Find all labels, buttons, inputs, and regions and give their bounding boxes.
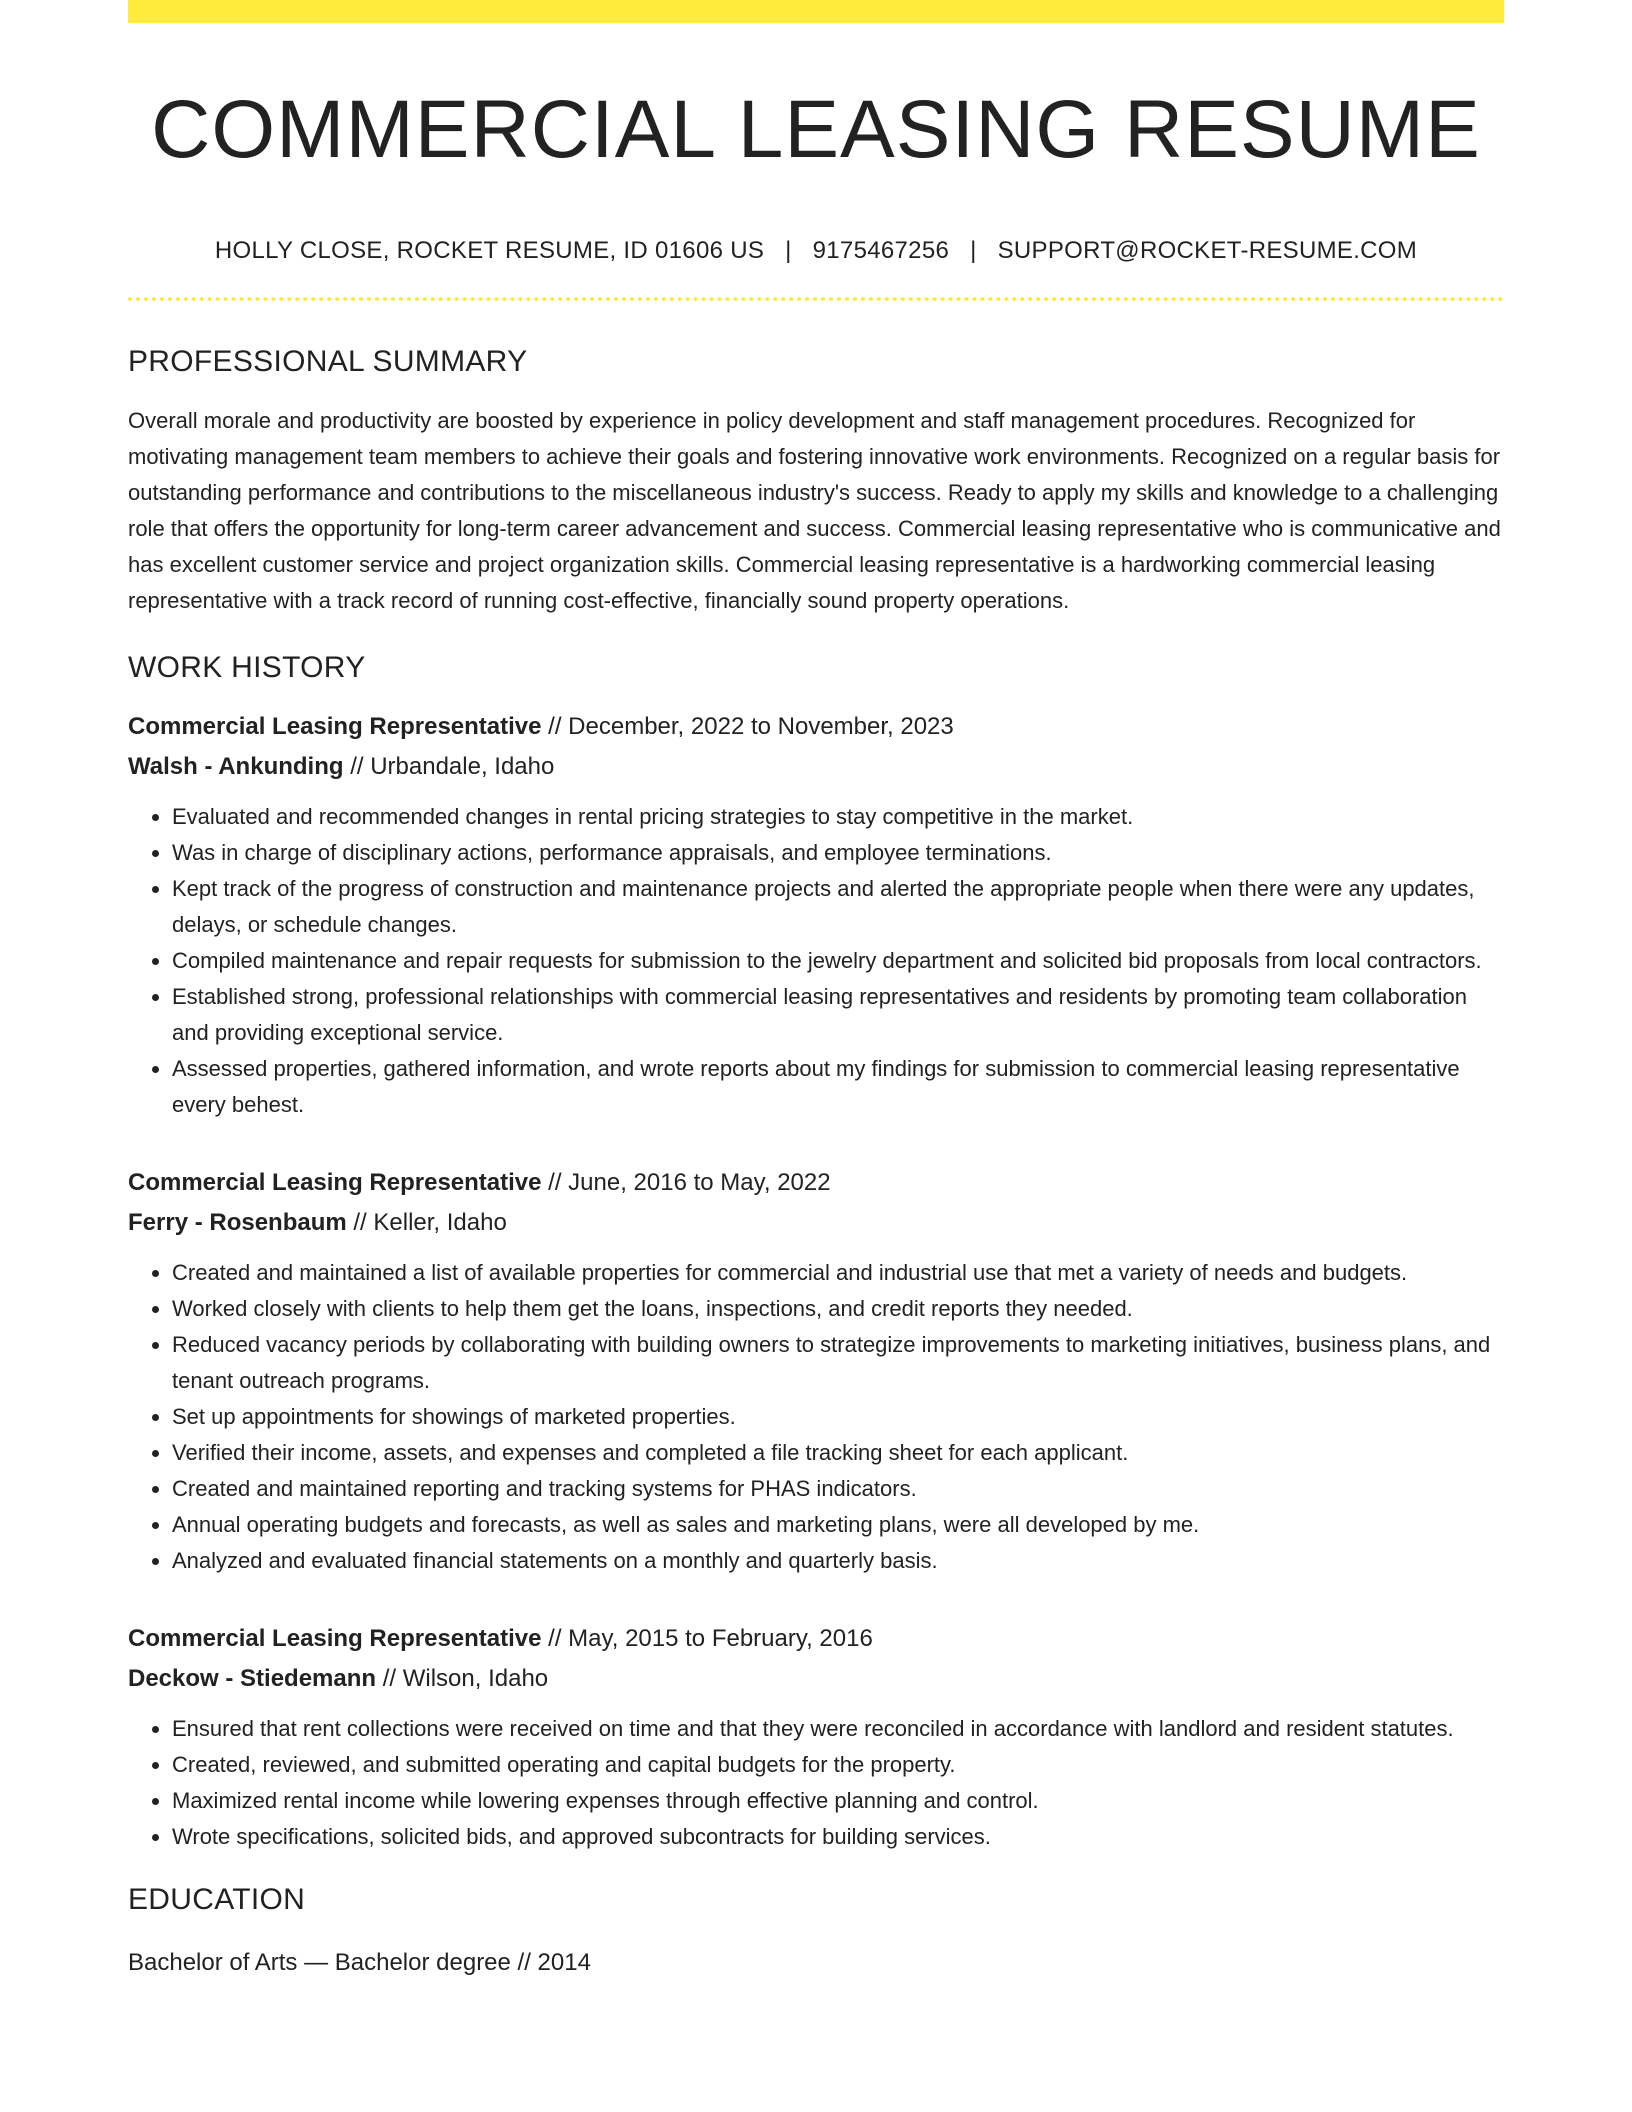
job-company: Deckow - Stiedemann <box>128 1665 377 1693</box>
job-title-line <box>128 707 1504 747</box>
bullet-item: • Reduced vacancy periods by collaborating with building owners to strategize improvements to marketing initiatives, business plans, and tenant outreach programs. <box>172 1327 1504 1399</box>
job-company-line <box>128 747 1504 787</box>
job-company: Ferry - Rosenbaum <box>128 1209 347 1237</box>
summary-heading: PROFESSIONAL SUMMARY <box>128 345 528 379</box>
contact-phone: 9175467256 <box>812 237 950 265</box>
job-title: Commercial Leasing Representative <box>128 713 542 741</box>
resume-title: COMMERCIAL LEASING RESUME <box>151 84 1481 175</box>
job-bullets <box>128 1255 1504 1579</box>
job-location: // Urbandale, Idaho <box>350 753 555 781</box>
contact-address: HOLLY CLOSE, ROCKET RESUME, ID 01606 US <box>214 237 765 265</box>
job-title: Commercial Leasing Representative <box>128 1169 542 1197</box>
bullet-item: • Ensured that rent collections were received on time and that they were reconciled in accordance with landlord and resident statutes. <box>172 1711 1504 1747</box>
resume-page <box>128 0 1504 1983</box>
work-history-heading: WORK HISTORY <box>128 651 366 685</box>
education-heading: EDUCATION <box>128 1883 306 1917</box>
bullet-item: • Annual operating budgets and forecasts, as well as sales and marketing plans, were all developed by me. <box>172 1507 1504 1543</box>
job-title-line <box>128 1619 1504 1659</box>
job-company-line <box>128 1203 1504 1243</box>
bullet-item: • Set up appointments for showings of marketed properties. <box>172 1399 1504 1435</box>
contact-email: SUPPORT@ROCKET-RESUME.COM <box>997 237 1418 265</box>
bullet-item: • Wrote specifications, solicited bids, and approved subcontracts for building services. <box>172 1819 1504 1855</box>
job-title: Commercial Leasing Representative <box>128 1625 542 1653</box>
job-company-line <box>128 1659 1504 1699</box>
job-location: // Wilson, Idaho <box>382 1665 549 1693</box>
bullet-item: • Established strong, professional relationships with commercial leasing representatives and residents by promoting team collaboration and providing exceptional service. <box>172 979 1504 1051</box>
contact-separator: | <box>785 237 792 265</box>
bullet-item: • Kept track of the progress of construction and maintenance projects and alerted the appropriate people when there were any updates, delays, or schedule changes. <box>172 871 1504 943</box>
bullet-item: • Analyzed and evaluated financial statements on a monthly and quarterly basis. <box>172 1543 1504 1579</box>
job-entry-3 <box>128 1619 1504 1855</box>
bullet-item: • Was in charge of disciplinary actions, performance appraisals, and employee terminations. <box>172 835 1504 871</box>
summary-text: Overall morale and productivity are boosted by experience in policy development and staff management procedures. Recognized for motivating management team members to achieve their goals and fostering innovative work environments. Recognized on a regular basis for outstanding performance and contributions to the miscellaneous industry's success. Ready to apply my skills and knowledge to a challenging role that offers the opportunity for long-term career advancement and success. Commercial leasing representative who is communicative and has excellent customer service and project organization skills. Commercial leasing representative is a hardworking commercial leasing representative with a track record of running cost-effective, financially sound property operations. <box>128 408 1501 614</box>
job-entry-2 <box>128 1163 1504 1579</box>
job-dates: // May, 2015 to February, 2016 <box>548 1625 873 1653</box>
job-bullets <box>128 1711 1504 1855</box>
job-title-line <box>128 1163 1504 1203</box>
accent-top-bar <box>128 0 1504 23</box>
bullet-item: • Created and maintained reporting and tracking systems for PHAS indicators. <box>172 1471 1504 1507</box>
job-dates: // December, 2022 to November, 2023 <box>548 713 954 741</box>
job-bullets <box>128 799 1504 1123</box>
bullet-item: • Assessed properties, gathered information, and wrote reports about my findings for submission to commercial leasing representative every behest. <box>172 1051 1504 1123</box>
education-entry: Bachelor of Arts — Bachelor degree // 2014 <box>128 1949 591 1977</box>
bullet-item: • Created, reviewed, and submitted operating and capital budgets for the property. <box>172 1747 1504 1783</box>
bullet-item: • Worked closely with clients to help them get the loans, inspections, and credit reports they needed. <box>172 1291 1504 1327</box>
bullet-item: • Compiled maintenance and repair requests for submission to the jewelry department and solicited bid proposals from local contractors. <box>172 943 1504 979</box>
contact-line <box>128 237 1504 265</box>
bullet-item: • Evaluated and recommended changes in rental pricing strategies to stay competitive in the market. <box>172 799 1504 835</box>
job-location: // Keller, Idaho <box>353 1209 507 1237</box>
dotted-divider <box>128 297 1504 301</box>
contact-separator: | <box>970 237 977 265</box>
bullet-item: • Created and maintained a list of available properties for commercial and industrial use that met a variety of needs and budgets. <box>172 1255 1504 1291</box>
job-company: Walsh - Ankunding <box>128 753 344 781</box>
bullet-item: • Verified their income, assets, and expenses and completed a file tracking sheet for each applicant. <box>172 1435 1504 1471</box>
job-entry-1 <box>128 707 1504 1123</box>
bullet-item: • Maximized rental income while lowering expenses through effective planning and control. <box>172 1783 1504 1819</box>
job-dates: // June, 2016 to May, 2022 <box>548 1169 831 1197</box>
